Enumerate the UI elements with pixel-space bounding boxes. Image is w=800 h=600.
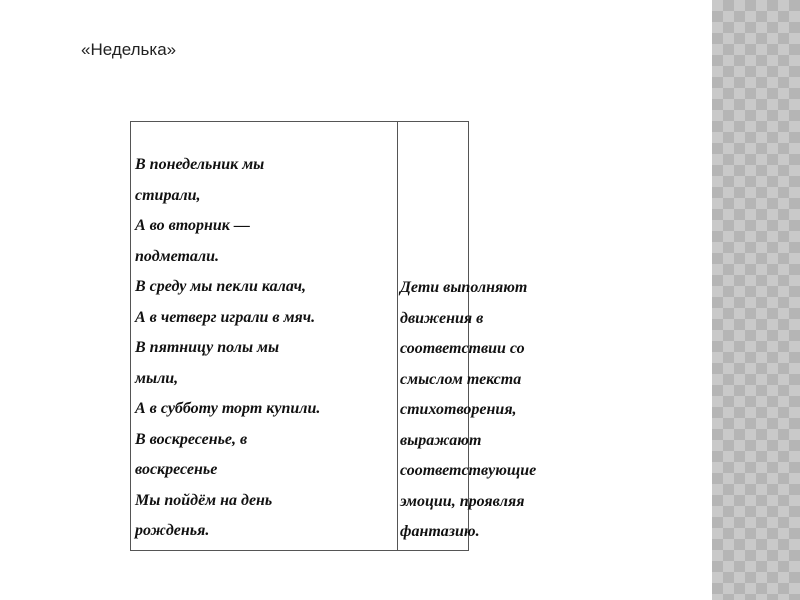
poem-line: рожденья.: [135, 522, 210, 539]
poem-line: воскресенье: [135, 461, 218, 478]
description-line: соответствии со: [400, 340, 525, 357]
description-line: фантазию.: [400, 523, 480, 540]
poem-line: стирали,: [135, 186, 201, 204]
poem-line: В понедельник мы: [135, 156, 265, 173]
poem-line: А в четверг играли в мяч.: [135, 308, 316, 326]
description-line: стихотворения,: [400, 401, 517, 418]
description-text: [398, 122, 537, 548]
poem-cell: [131, 122, 398, 551]
poem-line: А в субботу торт купили.: [135, 400, 321, 417]
description-line: эмоции, проявляя: [400, 492, 525, 510]
poem-line: В среду мы пекли калач,: [135, 278, 307, 295]
description-line: соответствующие: [400, 462, 537, 479]
description-line: выражают: [400, 431, 482, 449]
poem-line: подметали.: [135, 247, 220, 265]
decorative-side-panel: [712, 0, 800, 600]
poem-table: [130, 121, 537, 551]
table-row: [131, 122, 469, 551]
poem-text: [131, 122, 397, 547]
description-line: смыслом текста: [400, 370, 522, 388]
poem-line: В воскресенье, в: [135, 430, 248, 448]
slide-title: «Неделька»: [81, 40, 177, 59]
poem-line: Мы пойдём на день: [135, 491, 273, 509]
poem-line: А во вторник —: [135, 217, 250, 234]
description-line: Дети выполняют: [400, 279, 528, 296]
poem-line: В пятницу полы мы: [135, 339, 280, 356]
poem-line: мыли,: [135, 369, 179, 387]
description-line: движения в: [400, 309, 484, 327]
description-cell: [398, 122, 537, 551]
